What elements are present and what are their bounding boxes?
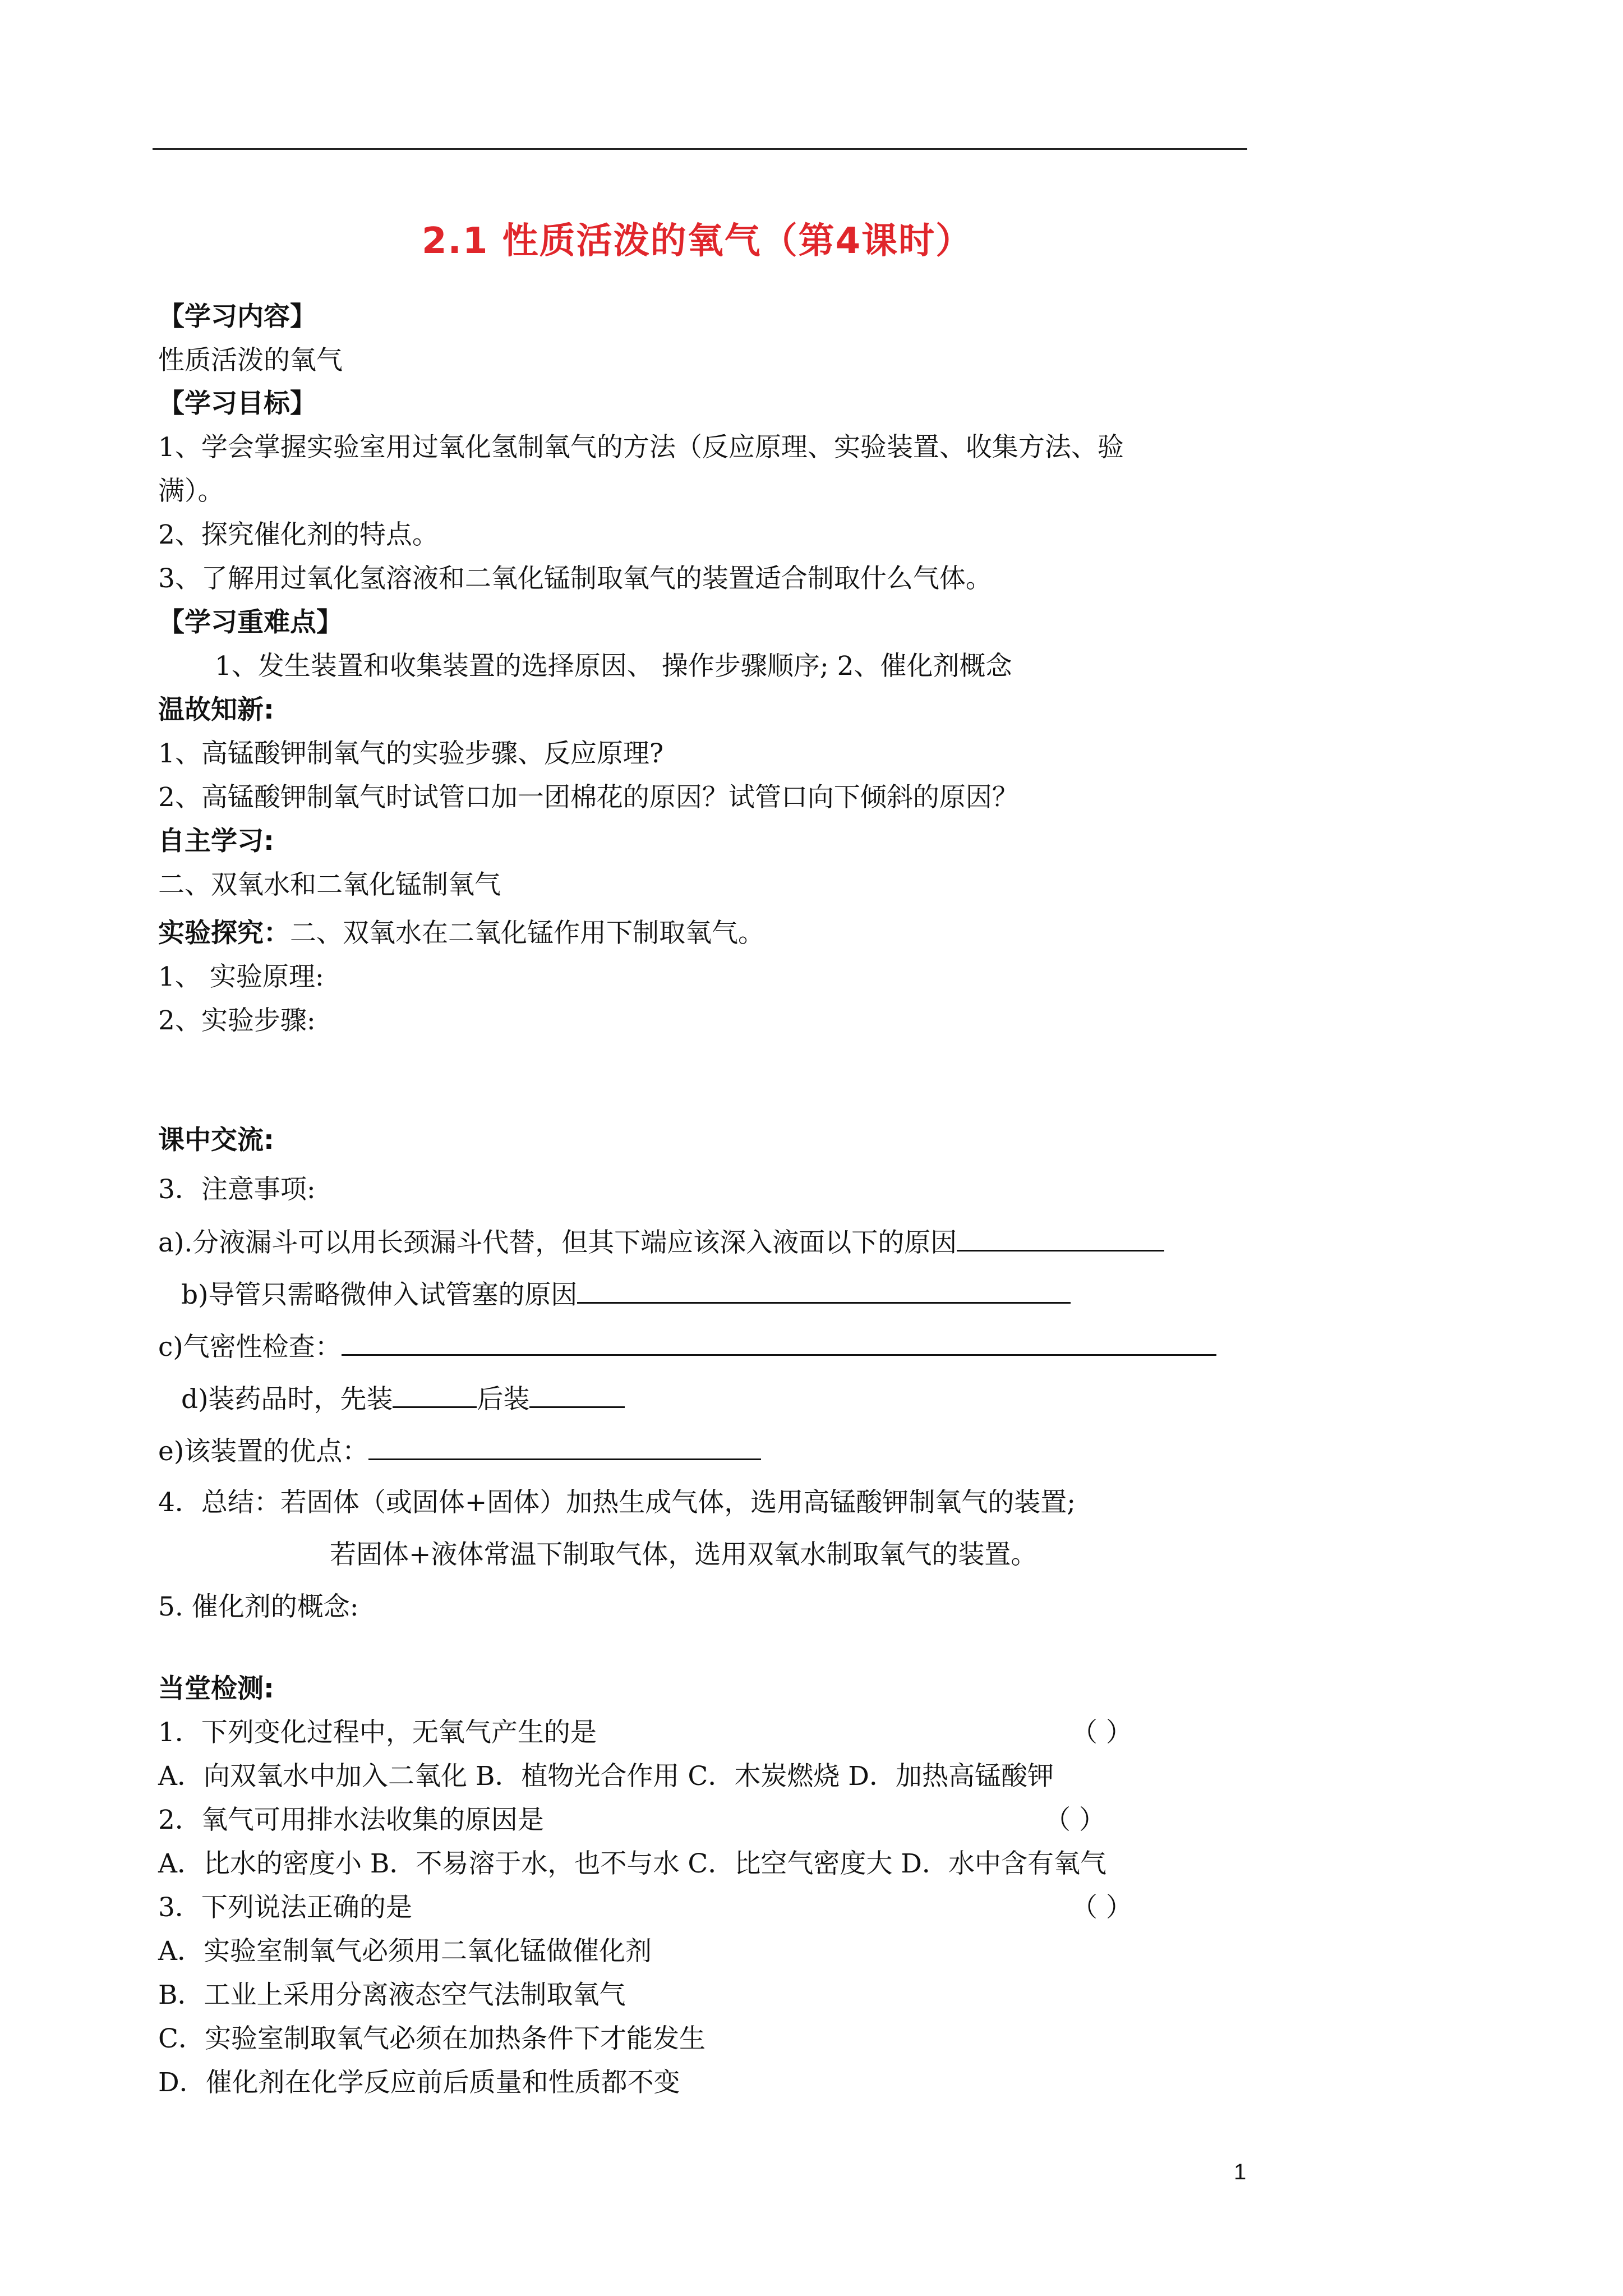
test-q3-option-b: B．工业上采用分离液态空气法制取氧气	[158, 1980, 626, 2010]
goal-item-1-line-1: 1、学会掌握实验室用过氧化氢制氧气的方法（反应原理、实验装置、收集方法、验	[158, 432, 1124, 463]
test-q2-options: A．比水的密度小 B．不易溶于水，也不与水 C．比空气密度大 D．水中含有氧气	[158, 1848, 1106, 1879]
content-text: 性质活泼的氧气	[158, 345, 343, 376]
note-d-blank-1[interactable]	[393, 1382, 477, 1408]
note-a-blank[interactable]	[957, 1225, 1164, 1251]
test-q3: 3．下列说法正确的是	[158, 1892, 412, 1923]
test-q1: 1．下列变化过程中，无氧气产生的是	[158, 1717, 597, 1748]
test-q3-option-c: C．实验室制取氧气必须在加热条件下才能发生	[158, 2023, 706, 2054]
test-q3-answer-paren[interactable]: （ ）	[1071, 1892, 1132, 1923]
experiment-principle: 1、 实验原理:	[158, 961, 324, 992]
goal-item-1-line-2: 满）。	[158, 476, 224, 507]
note-a-text: a).分液漏斗可以用长颈漏斗代替，但其下端应该深入液面以下的原因	[158, 1227, 957, 1258]
note-c	[158, 1329, 1216, 1364]
page-number: 1	[1234, 2160, 1247, 2184]
note-e-blank[interactable]	[368, 1434, 761, 1460]
note-d-blank-2[interactable]	[529, 1382, 625, 1408]
key-points-heading: 【学习重难点】	[158, 607, 343, 638]
note-a	[158, 1225, 1164, 1260]
test-q2-answer-paren[interactable]: （ ）	[1044, 1805, 1105, 1835]
catalyst-concept: 5. 催化剂的概念:	[158, 1591, 359, 1622]
test-q1-options: A．向双氧水中加入二氧化 B．植物光合作用 C．木炭燃烧 D．加热高锰酸钾	[158, 1761, 1054, 1792]
test-q3-option-d: D．催化剂在化学反应前后质量和性质都不变	[158, 2067, 680, 2098]
test-q1-answer-paren[interactable]: （ ）	[1071, 1717, 1132, 1748]
summary-line-1: 4．总结：若固体（或固体+固体）加热生成气体，选用高锰酸钾制氧气的装置;	[158, 1487, 1076, 1518]
exchange-heading: 课中交流:	[158, 1125, 274, 1156]
experiment-line	[158, 917, 764, 950]
note-e	[158, 1434, 761, 1469]
goal-item-2: 2、探究催化剂的特点。	[158, 519, 439, 550]
note-c-text: c)气密性检查：	[158, 1332, 342, 1363]
note-c-blank[interactable]	[342, 1329, 1216, 1356]
goal-item-3: 3、了解用过氧化氢溶液和二氧化锰制取氧气的装置适合制取什么气体。	[158, 563, 992, 594]
header-rule	[153, 148, 1247, 150]
test-q3-option-a: A．实验室制氧气必须用二氧化锰做催化剂	[158, 1936, 652, 1967]
experiment-text: 二、双氧水在二氧化锰作用下制取氧气。	[290, 918, 764, 949]
review-heading: 温故知新:	[158, 694, 274, 725]
note-d-text-2: 后装	[477, 1384, 530, 1415]
experiment-label: 实验探究：	[158, 918, 290, 949]
review-question-1: 1、高锰酸钾制氧气的实验步骤、反应原理?	[158, 738, 664, 769]
self-study-line-1: 二、双氧水和二氧化锰制氧气	[158, 869, 501, 900]
note-b-blank[interactable]	[577, 1277, 1071, 1304]
goals-heading: 【学习目标】	[158, 388, 316, 419]
key-points-text: 1、发生装置和收集装置的选择原因、 操作步骤顺序; 2、催化剂概念	[215, 651, 1012, 682]
page-title: 2.1 性质活泼的氧气（第4课时）	[422, 220, 973, 262]
notes-heading: 3．注意事项:	[158, 1174, 316, 1205]
note-b-text: b)导管只需略微伸入试管塞的原因	[181, 1280, 578, 1310]
content-heading: 【学习内容】	[158, 301, 316, 332]
note-d	[181, 1382, 625, 1416]
note-b	[181, 1277, 1071, 1312]
note-d-text-1: d)装药品时，先装	[181, 1384, 393, 1415]
review-question-2: 2、高锰酸钾制氧气时试管口加一团棉花的原因？试管口向下倾斜的原因？	[158, 782, 1018, 813]
test-q2: 2．氧气可用排水法收集的原因是	[158, 1805, 544, 1835]
note-e-text: e)该装置的优点：	[158, 1436, 369, 1467]
experiment-steps: 2、实验步骤:	[158, 1005, 316, 1036]
test-heading: 当堂检测:	[158, 1673, 274, 1704]
self-study-heading: 自主学习:	[158, 826, 274, 857]
summary-line-2: 若固体+液体常温下制取气体，选用双氧水制取氧气的装置。	[330, 1539, 1038, 1570]
